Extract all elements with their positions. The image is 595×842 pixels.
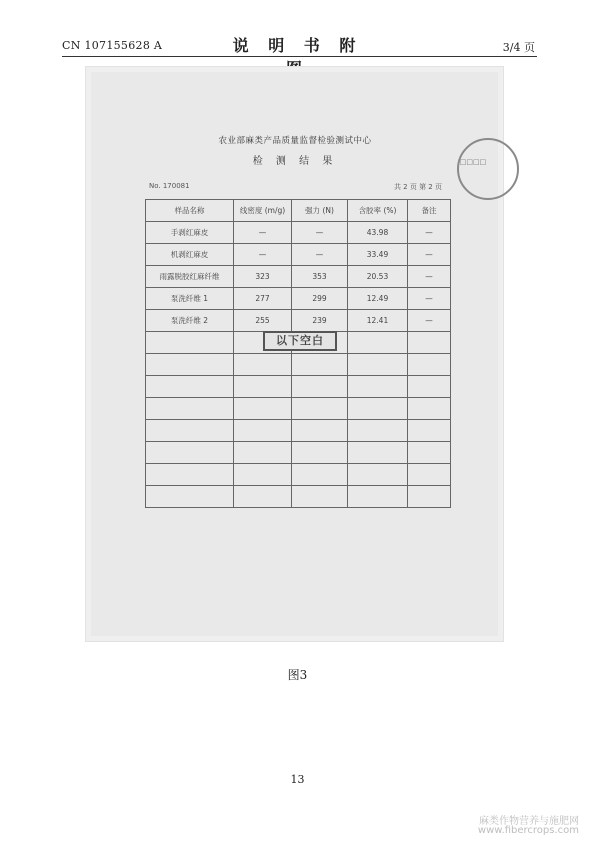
figure-label: 图3 (287, 668, 308, 682)
empty-cell (348, 398, 408, 420)
linear-density-cell: 277 (234, 288, 292, 310)
empty-cell (146, 464, 234, 486)
empty-cell (408, 442, 451, 464)
empty-cell (234, 464, 292, 486)
empty-cell (348, 442, 408, 464)
empty-cell (292, 420, 348, 442)
header-patent-number: CN 107155628 A (62, 39, 163, 52)
empty-cell (408, 332, 451, 354)
empty-cell (348, 486, 408, 508)
seal-text: □□□□ (459, 158, 487, 166)
gum-content-cell: 20.53 (348, 266, 408, 288)
remarks-cell: — (408, 222, 451, 244)
empty-cell (292, 442, 348, 464)
empty-cell (234, 398, 292, 420)
empty-cell (348, 420, 408, 442)
empty-cell (234, 376, 292, 398)
watermark-url: www.fibercrops.com (477, 825, 579, 836)
empty-cell (408, 486, 451, 508)
empty-cell (292, 464, 348, 486)
empty-cell (234, 420, 292, 442)
empty-cell (408, 354, 451, 376)
empty-cell (234, 442, 292, 464)
empty-table-row (146, 354, 451, 376)
empty-cell (408, 464, 451, 486)
empty-cell (146, 354, 234, 376)
sample-name-cell: 机剥红麻皮 (146, 244, 234, 266)
linear-density-cell: 323 (234, 266, 292, 288)
remarks-cell: — (408, 266, 451, 288)
page-count: 共 2 页 第 2 页 (393, 183, 442, 191)
table-row (146, 244, 451, 266)
empty-cell (348, 376, 408, 398)
remarks-cell: — (408, 288, 451, 310)
remarks-cell: — (408, 310, 451, 332)
table-row (146, 222, 451, 244)
page-number: 13 (290, 773, 305, 786)
empty-cell (292, 354, 348, 376)
empty-cell (146, 486, 234, 508)
strength-cell: — (292, 222, 348, 244)
empty-cell (348, 332, 408, 354)
empty-cell (292, 376, 348, 398)
header-title: 说 明 书 附 (232, 36, 363, 55)
linear-density-cell: 255 (234, 310, 292, 332)
scanned-report-image (85, 66, 504, 642)
empty-cell (234, 354, 292, 376)
empty-cell (408, 376, 451, 398)
column-header: 备注 (408, 200, 451, 222)
empty-cell (146, 332, 234, 354)
remarks-cell: — (408, 244, 451, 266)
empty-table-row (146, 376, 451, 398)
table-row (146, 266, 451, 288)
empty-cell (146, 376, 234, 398)
sample-name-cell: 手剥红麻皮 (146, 222, 234, 244)
column-header: 含胶率 (%) (348, 200, 408, 222)
sample-name-cell: 泵洗纤维 1 (146, 288, 234, 310)
report-number: No. 170081 (149, 182, 190, 190)
linear-density-cell: — (234, 244, 292, 266)
gum-content-cell: 33.49 (348, 244, 408, 266)
testing-center-name: 农业部麻类产品质量监督检验测试中心 (218, 136, 372, 146)
gum-content-cell: 12.49 (348, 288, 408, 310)
header-page-indicator: 3/4 页 (502, 41, 535, 54)
sample-name-cell: 泵洗纤维 2 (146, 310, 234, 332)
column-header: 线密度 (m/g) (234, 200, 292, 222)
gum-content-cell: 12.41 (348, 310, 408, 332)
blank-below-stamp: 以下空白 (263, 331, 337, 351)
empty-cell (292, 486, 348, 508)
strength-cell: 299 (292, 288, 348, 310)
gum-content-cell: 43.98 (348, 222, 408, 244)
official-seal (457, 138, 519, 200)
empty-cell (408, 398, 451, 420)
empty-cell (348, 464, 408, 486)
watermark-site-name: 麻类作物营养与施肥网 (479, 816, 579, 827)
empty-table-row (146, 486, 451, 508)
results-table (145, 199, 451, 508)
empty-table-row (146, 420, 451, 442)
table-header-row (146, 200, 451, 222)
sample-name-cell: 雨露脱胶红麻纤维 (146, 266, 234, 288)
empty-cell (348, 354, 408, 376)
empty-cell (146, 442, 234, 464)
empty-cell (234, 486, 292, 508)
column-header: 强力 (N) (292, 200, 348, 222)
empty-cell (146, 420, 234, 442)
table-row (146, 310, 451, 332)
empty-table-row (146, 398, 451, 420)
empty-table-row (146, 464, 451, 486)
table-row (146, 288, 451, 310)
strength-cell: 239 (292, 310, 348, 332)
strength-cell: 353 (292, 266, 348, 288)
column-header: 样品名称 (146, 200, 234, 222)
linear-density-cell: — (234, 222, 292, 244)
empty-table-row (146, 442, 451, 464)
empty-cell (146, 398, 234, 420)
header-rule (62, 56, 537, 57)
empty-cell (292, 398, 348, 420)
result-title: 检 测 结 果 (252, 156, 338, 167)
strength-cell: — (292, 244, 348, 266)
empty-cell (408, 420, 451, 442)
